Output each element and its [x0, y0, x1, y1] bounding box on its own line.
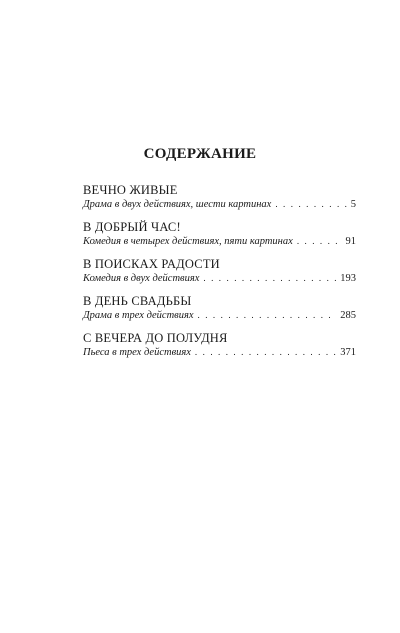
- toc-entry-subtitle: Комедия в четырех действиях, пяти картинах: [83, 236, 293, 247]
- toc-entry-line: [83, 272, 356, 285]
- dot-leader: [275, 198, 346, 211]
- toc-entry-line: [83, 309, 356, 322]
- toc-entry-subtitle: Комедия в двух действиях: [83, 273, 200, 284]
- toc-entry-page-number: 193: [340, 273, 356, 284]
- dot-leader: [198, 309, 337, 322]
- toc-entry-title: С ВЕЧЕРА ДО ПОЛУДНЯ: [83, 331, 228, 345]
- dot-leader: [297, 235, 342, 248]
- toc-entry-title: В ПОИСКАХ РАДОСТИ: [83, 257, 220, 271]
- table-of-contents: [83, 183, 356, 368]
- toc-entry-title: В ДОБРЫЙ ЧАС!: [83, 220, 181, 234]
- toc-entry: [83, 183, 356, 211]
- page-title: СОДЕРЖАНИЕ: [143, 146, 257, 162]
- toc-entry: [83, 294, 356, 322]
- toc-entry-subtitle: Драма в трех действиях: [83, 310, 194, 321]
- toc-entry-line: [83, 198, 356, 211]
- toc-entry-line: [83, 235, 356, 248]
- toc-entry-title: В ДЕНЬ СВАДЬБЫ: [83, 294, 192, 308]
- toc-entry-title: ВЕЧНО ЖИВЫЕ: [83, 183, 178, 197]
- dot-leader: [203, 272, 336, 285]
- toc-entry: [83, 257, 356, 285]
- toc-entry-page-number: 285: [340, 310, 356, 321]
- toc-entry: [83, 331, 356, 359]
- toc-entry-page-number: 5: [350, 199, 356, 210]
- toc-entry-subtitle: Пьеса в трех действиях: [83, 347, 191, 358]
- toc-entry: [83, 220, 356, 248]
- toc-entry-line: [83, 346, 356, 359]
- toc-entry-subtitle: Драма в двух действиях, шести картинах: [83, 199, 272, 210]
- toc-entry-page-number: 91: [345, 236, 356, 247]
- dot-leader: [195, 346, 336, 359]
- toc-entry-page-number: 371: [340, 347, 356, 358]
